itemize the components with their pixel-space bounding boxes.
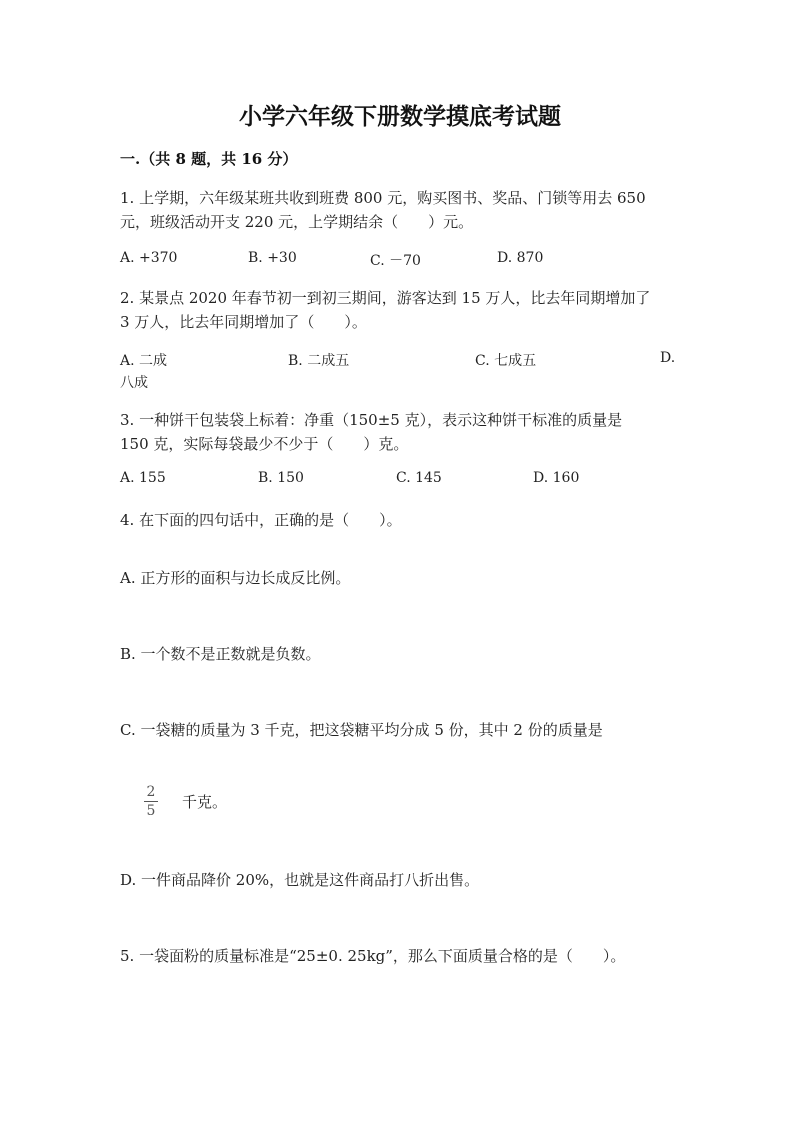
question-2-option-a: A. 二成 [120,353,168,369]
question-2-option-c: C. 七成五 [475,353,537,369]
question-3-option-c: C. 145 [396,470,442,486]
question-2-option-d-text: 八成 [120,375,148,391]
question-3-option-b: B. 150 [258,470,304,486]
question-3-option-a: A. 155 [120,470,166,486]
question-2-line-2: 3 万人，比去年同期增加了（ ）。 [120,313,367,331]
question-3-line-2: 150 克，实际每袋最少不少于（ ）克。 [120,435,409,453]
question-4-option-c: C. 一袋糖的质量为 3 千克，把这袋糖平均分成 5 份，其中 2 份的质量是 [120,721,603,739]
question-5-stem: 5. 一袋面粉的质量标准是“25±0. 25kg”，那么下面质量合格的是（ ）。 [120,947,626,965]
question-4-option-a: A. 正方形的面积与边长成反比例。 [120,569,351,587]
question-1-option-d: D. 870 [497,250,544,266]
question-2-option-b: B. 二成五 [288,353,350,369]
question-1-option-c: C. －70 [370,253,421,269]
question-1-line-2: 元，班级活动开支 220 元，上学期结余（ ）元。 [120,213,474,231]
question-3-option-d: D. 160 [533,470,580,486]
fraction-denominator: 5 [146,803,156,819]
question-3-line-1: 3. 一种饼干包装袋上标着：净重（150±5 克），表示这种饼干标准的质量是 [120,411,623,429]
fraction-two-fifths [144,784,158,819]
question-4-option-b: B. 一个数不是正数就是负数。 [120,645,321,663]
question-2-line-1: 2. 某景点 2020 年春节初一到初三期间，游客达到 15 万人，比去年同期增加了 [120,289,651,307]
page-title: 小学六年级下册数学摸底考试题 [239,103,561,130]
question-1-option-a: A. +370 [120,250,178,266]
fraction-numerator: 2 [146,784,156,800]
question-1-option-b: B. +30 [248,250,297,266]
question-4-stem: 4. 在下面的四句话中，正确的是（ ）。 [120,511,402,529]
section-heading: 一.（共 8 题，共 16 分） [120,150,298,168]
question-1-line-1: 1. 上学期，六年级某班共收到班费 800 元，购买图书、奖品、门锁等用去 650 [120,189,646,207]
question-4-option-d: D. 一件商品降价 20%，也就是这件商品打八折出售。 [120,871,480,889]
fraction-bar [144,801,158,802]
question-2-option-d-letter: D. [660,350,676,366]
fraction-unit: 千克。 [182,793,228,811]
